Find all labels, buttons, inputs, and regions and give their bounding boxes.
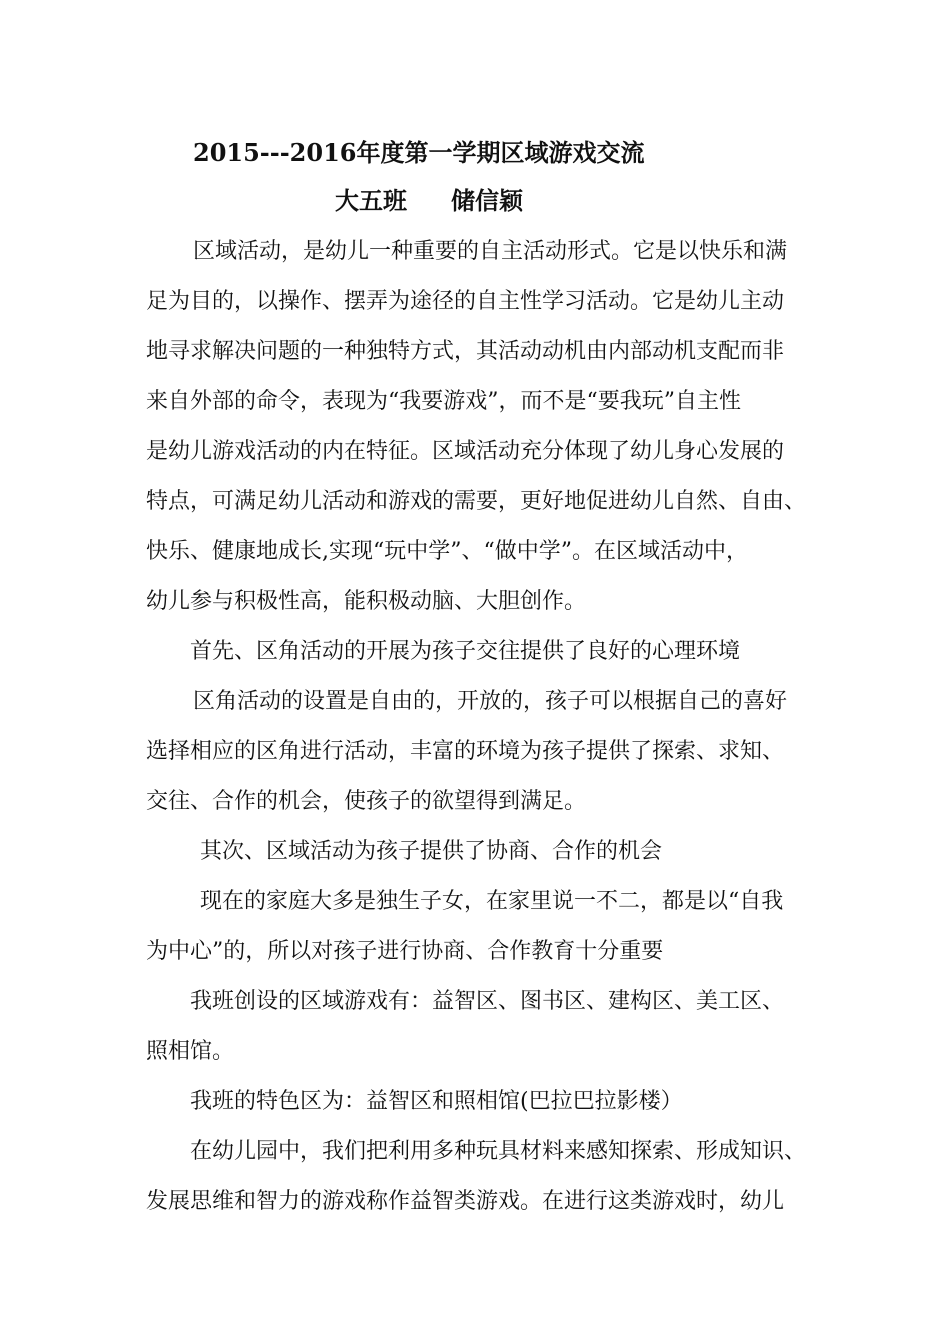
body-line: 我班创设的区域游戏有：益智区、图书区、建构区、美工区、 — [190, 989, 785, 1014]
body-line: 来自外部的命令，表现为“我要游戏”，而不是“要我玩”自主性 — [146, 389, 741, 414]
body-line: 我班的特色区为：益智区和照相馆(巴拉巴拉影楼） — [190, 1089, 683, 1114]
body-line: 交往、合作的机会，使孩子的欲望得到满足。 — [146, 789, 587, 814]
section-heading: 首先、区角活动的开展为孩子交往提供了良好的心理环境 — [190, 639, 741, 664]
body-line: 幼儿参与积极性高，能积极动脑、大胆创作。 — [146, 589, 587, 614]
body-line: 区域活动，是幼儿一种重要的自主活动形式。它是以快乐和满 — [193, 239, 788, 264]
author-name: 储信颖 — [451, 186, 523, 215]
byline — [335, 185, 523, 217]
body-line: 区角活动的设置是自由的，开放的，孩子可以根据自己的喜好 — [193, 689, 788, 714]
document-title: 2015---2016年度第一学期区域游戏交流 — [193, 138, 645, 167]
body-line: 特点，可满足幼儿活动和游戏的需要，更好地促进幼儿自然、自由、 — [146, 489, 807, 514]
body-line: 发展思维和智力的游戏称作益智类游戏。在进行这类游戏时，幼儿 — [146, 1189, 785, 1214]
body-line: 为中心”的，所以对孩子进行协商、合作教育十分重要 — [146, 939, 664, 964]
section-heading: 其次、区域活动为孩子提供了协商、合作的机会 — [200, 839, 663, 864]
body-line: 照相馆。 — [146, 1039, 235, 1064]
body-line: 在幼儿园中，我们把利用多种玩具材料来感知探索、形成知识、 — [190, 1139, 807, 1164]
body-line: 足为目的，以操作、摆弄为途径的自主性学习活动。它是幼儿主动 — [146, 289, 785, 314]
body-line: 地寻求解决问题的一种独特方式，其活动动机由内部动机支配而非 — [146, 339, 785, 364]
body-line: 选择相应的区角进行活动，丰富的环境为孩子提供了探索、求知、 — [146, 739, 785, 764]
body-line: 现在的家庭大多是独生子女，在家里说一不二，都是以“自我 — [200, 889, 784, 914]
body-line: 是幼儿游戏活动的内在特征。区域活动充分体现了幼儿身心发展的 — [146, 439, 785, 464]
class-name: 大五班 — [335, 186, 407, 215]
body-line: 快乐、健康地成长,实现“玩中学”、“做中学”。在区域活动中， — [146, 539, 748, 564]
